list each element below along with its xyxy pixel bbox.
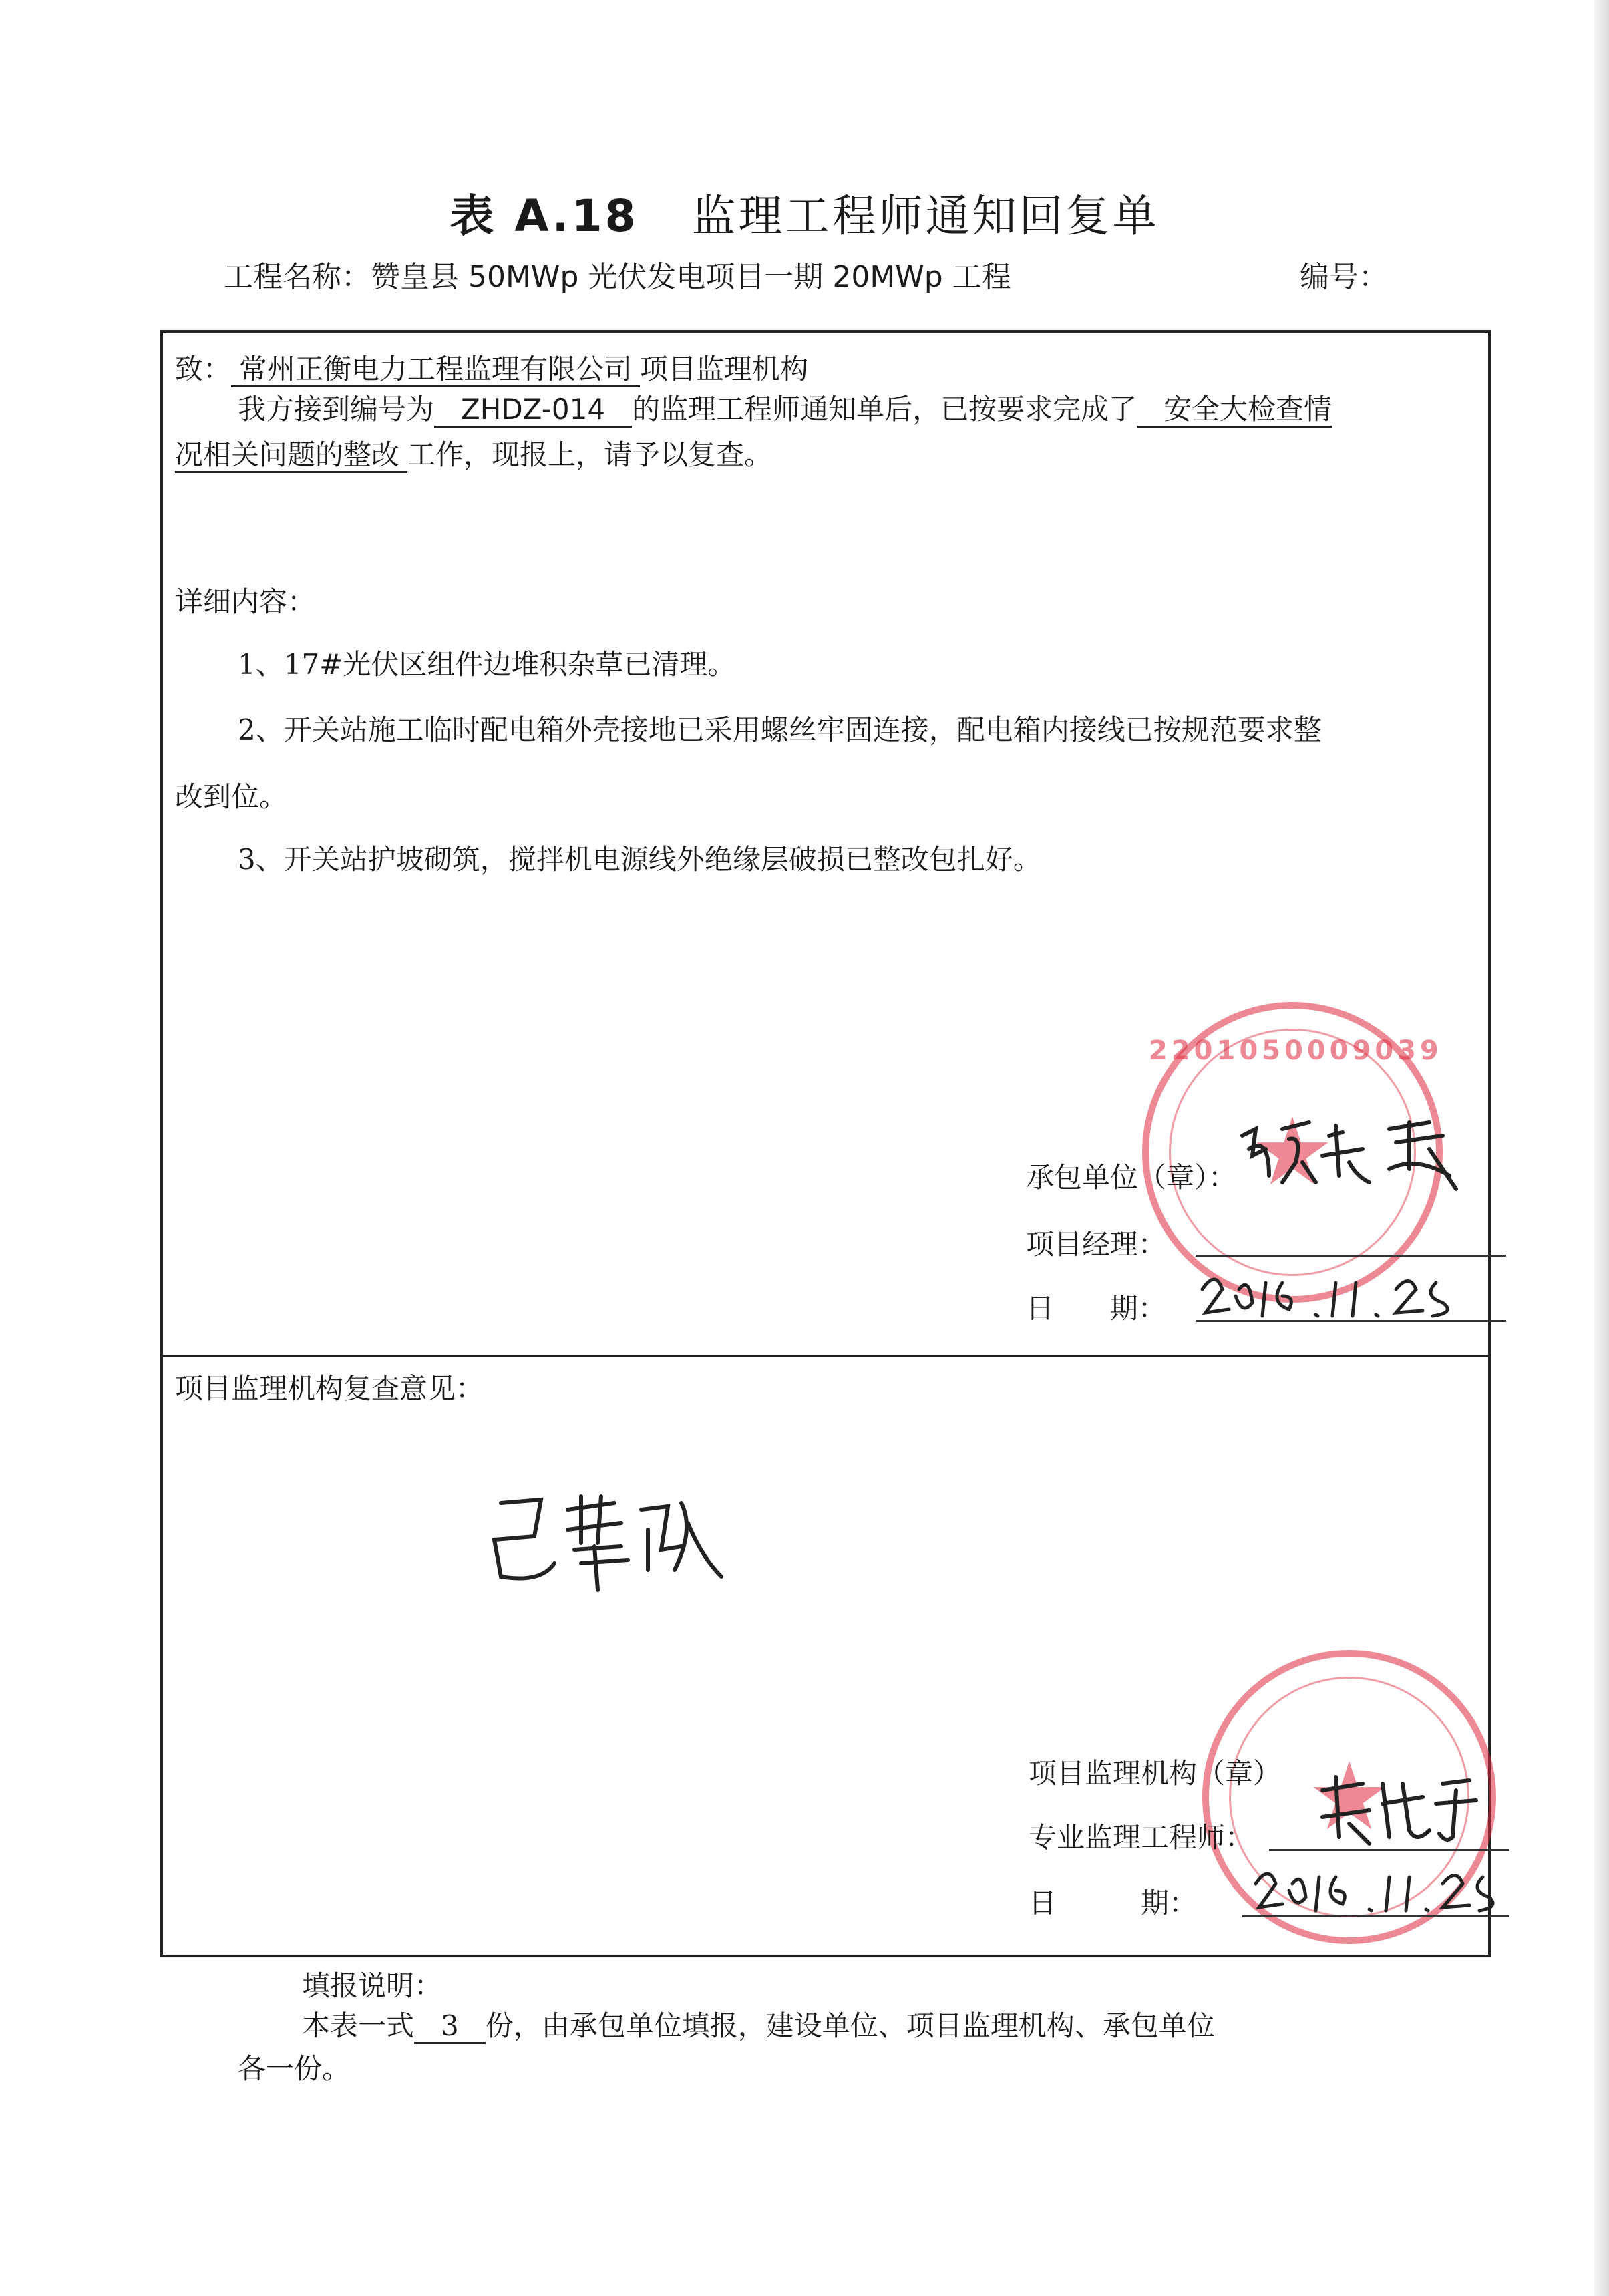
project-name: 赞皇县 50MWp 光伏发电项目一期 20MWp 工程 [371,260,1011,294]
section-divider [160,1355,1491,1357]
reply-to-line [175,347,808,387]
task-line1: 安全大检查情 [1137,393,1332,428]
notes-line2: 各一份。 [238,2052,351,2085]
form-title [0,180,1609,244]
recipient-suffix: 项目监理机构 [640,353,809,385]
copies-count: 3 [414,2009,486,2044]
notice-number: ZHDZ-014 [434,393,632,428]
form-code: 表 A.18 [450,190,639,242]
contractor-signature [1229,1109,1483,1202]
review-opinion [481,1483,728,1597]
engineer-signature [1309,1764,1483,1850]
review-date-label: 日 期： [1029,1887,1198,1919]
detail-3: 3、开关站护坡砌筑，搅拌机电源线外绝缘层破损已整改包扎好。 [238,843,1041,876]
contractor-date-label: 日 期： [1026,1292,1167,1325]
detail-1: 1、17#光伏区组件边堆积杂草已清理。 [238,648,736,681]
reply-sentence-line1 [238,387,1332,428]
form-name: 监理工程师通知回复单 [691,190,1159,242]
reply-sentence-line2 [175,433,772,473]
project-line [224,253,1011,295]
seal-star-icon: ★ [1307,1742,1391,1852]
detail-2b: 改到位。 [175,780,288,813]
details-label: 详细内容： [175,585,316,618]
recipient-name: 常州正衡电力工程监理有限公司 [231,353,640,387]
to-prefix: 致： [175,353,232,385]
page-edge [1594,0,1609,2296]
detail-2a: 2、开关站施工临时配电箱外壳接地已采用螺丝牢固连接，配电箱内接线已按规范要求整 [238,713,1322,746]
review-date [1249,1857,1503,1917]
manager-underline [1196,1255,1506,1257]
sentence-part3: 工作，现报上，请予以复查。 [407,438,773,471]
project-label: 工程名称： [224,260,371,294]
notes-title: 填报说明： [302,1969,443,2002]
task-line2: 况相关问题的整改 [175,438,407,473]
contractor-seal-number: 2201050009039 [1149,1035,1443,1066]
notes-line1-suffix: 份，由承包单位填报，建设单位、项目监理机构、承包单位 [485,2009,1215,2042]
sentence-part2: 的监理工程师通知单后，已按要求完成了 [632,393,1137,426]
notes-line1-prefix: 本表一式 [302,2009,415,2042]
contractor-label: 承包单位（章）： [1026,1161,1237,1194]
manager-label: 项目经理： [1026,1228,1167,1261]
notes-line1 [302,2004,1215,2044]
seal-star-icon: ★ [1250,1098,1334,1207]
agency-label: 项目监理机构（章） [1029,1757,1282,1790]
number-label: 编号： [1300,260,1388,294]
contractor-date [1196,1263,1463,1323]
review-label: 项目监理机构复查意见： [175,1372,484,1405]
sentence-part1: 我方接到编号为 [238,393,435,426]
engineer-label: 专业监理工程师： [1029,1821,1254,1854]
